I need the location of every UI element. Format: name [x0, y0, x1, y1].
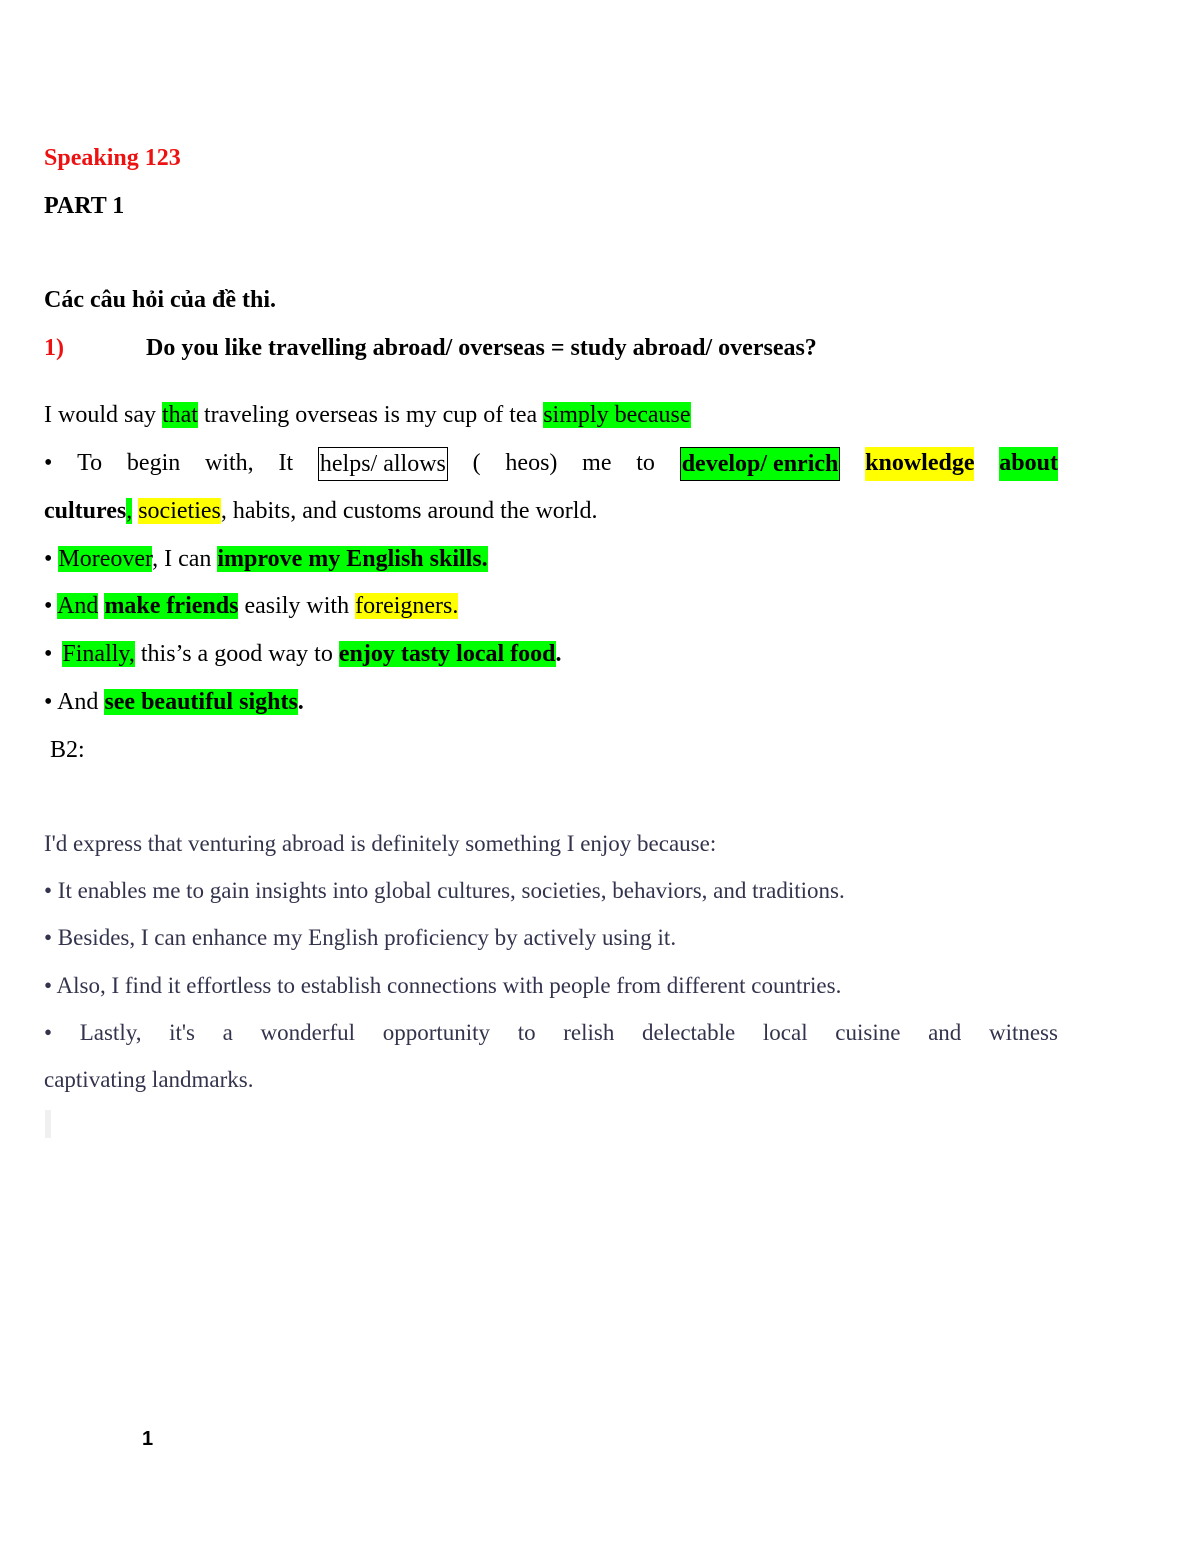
green-highlight: improve my English skills. — [217, 546, 488, 572]
answer-intro — [44, 399, 691, 431]
bullet-1-word: to — [636, 450, 655, 476]
bullet-marker: • — [44, 593, 53, 619]
plain-text: , habits, and customs around the world. — [220, 498, 598, 524]
yellow-highlight: societies — [138, 498, 221, 524]
bullet-2 — [44, 543, 488, 575]
bullet-marker: • — [44, 641, 53, 667]
answer-intro-text-2: traveling overseas is my cup of tea — [197, 402, 544, 428]
plain-text: . — [555, 641, 562, 667]
bold-word: cultures — [44, 498, 127, 524]
answer-intro-highlight-1: that — [161, 402, 198, 428]
green-highlight: see beautiful sights — [104, 689, 298, 715]
bullet-1-word: with, — [205, 450, 254, 476]
b2-word: cuisine — [835, 1020, 901, 1045]
level-label: B2: — [50, 737, 85, 763]
green-highlight: And — [57, 593, 99, 619]
question-text: Do you like travelling abroad/ overseas = study abroad/ overseas? — [146, 335, 817, 361]
bullet-marker: • — [44, 689, 53, 715]
bullet-1-word: me — [582, 450, 612, 476]
yellow-highlight: foreigners. — [355, 593, 459, 619]
yellow-highlight: knowledge — [865, 447, 974, 481]
bullet-1-word: It — [278, 450, 294, 476]
b2-word: Lastly, — [79, 1020, 142, 1045]
plain-text: . — [297, 689, 304, 715]
green-highlight: , — [126, 498, 133, 524]
b2-line-4 — [44, 1017, 1058, 1049]
answer-intro-highlight-2: simply because — [543, 402, 691, 428]
green-highlight: Moreover — [58, 546, 153, 572]
bullet-1 — [44, 447, 1058, 481]
b2-line-5: captivating landmarks. — [44, 1067, 254, 1092]
b2-word: local — [762, 1020, 808, 1045]
green-highlight: Finally, — [62, 641, 135, 667]
question-number: 1) — [44, 335, 64, 361]
plain-text: easily with — [238, 593, 356, 619]
b2-word: • — [44, 1020, 53, 1045]
bullet-marker: • — [44, 450, 53, 476]
b2-word: a — [222, 1020, 233, 1045]
b2-word: wonderful — [260, 1020, 356, 1045]
b2-word: and — [928, 1020, 962, 1045]
bullet-1-word: heos) — [505, 450, 558, 476]
bullet-1-word: To — [77, 450, 103, 476]
questions-heading: Các câu hỏi của đề thi. — [44, 287, 277, 313]
bullet-1-word: begin — [126, 450, 181, 476]
document-title: Speaking 123 — [44, 145, 181, 171]
bullet-3 — [44, 590, 458, 622]
bullet-5 — [44, 686, 304, 718]
text-cursor-mark — [45, 1110, 51, 1138]
b2-word: witness — [988, 1020, 1058, 1045]
b2-word: relish — [563, 1020, 615, 1045]
plain-text: , I can — [152, 546, 218, 572]
green-highlight: enjoy tasty local food — [338, 641, 556, 667]
b2-line-1: • It enables me to gain insights into global cultures, societies, behaviors, and traditions. — [44, 878, 845, 903]
green-highlight: about — [999, 447, 1058, 481]
bullet-1-continuation — [44, 495, 597, 527]
boxed-phrase: helps/ allows — [318, 447, 448, 481]
b2-word: it's — [169, 1020, 195, 1045]
b2-word: delectable — [642, 1020, 736, 1045]
b2-word: to — [517, 1020, 536, 1045]
b2-intro: I'd express that venturing abroad is definitely something I enjoy because: — [44, 831, 717, 856]
bullet-4 — [44, 638, 562, 670]
b2-line-2: • Besides, I can enhance my English proficiency by actively using it. — [44, 925, 677, 950]
b2-word: opportunity — [382, 1020, 491, 1045]
page-number: 1 — [142, 1428, 154, 1450]
bullet-1-word: ( — [472, 450, 481, 476]
answer-intro-text-1: I would say — [44, 402, 162, 428]
plain-text: this’s a good way to — [134, 641, 339, 667]
question-1 — [44, 332, 817, 364]
boxed-highlight-phrase: develop/ enrich — [680, 447, 841, 481]
bullet-marker: • — [44, 546, 53, 572]
plain-text: And — [57, 689, 105, 715]
b2-line-3: • Also, I find it effortless to establish connections with people from different countries. — [44, 973, 842, 998]
part-heading: PART 1 — [44, 193, 125, 219]
green-highlight: make friends — [104, 593, 239, 619]
